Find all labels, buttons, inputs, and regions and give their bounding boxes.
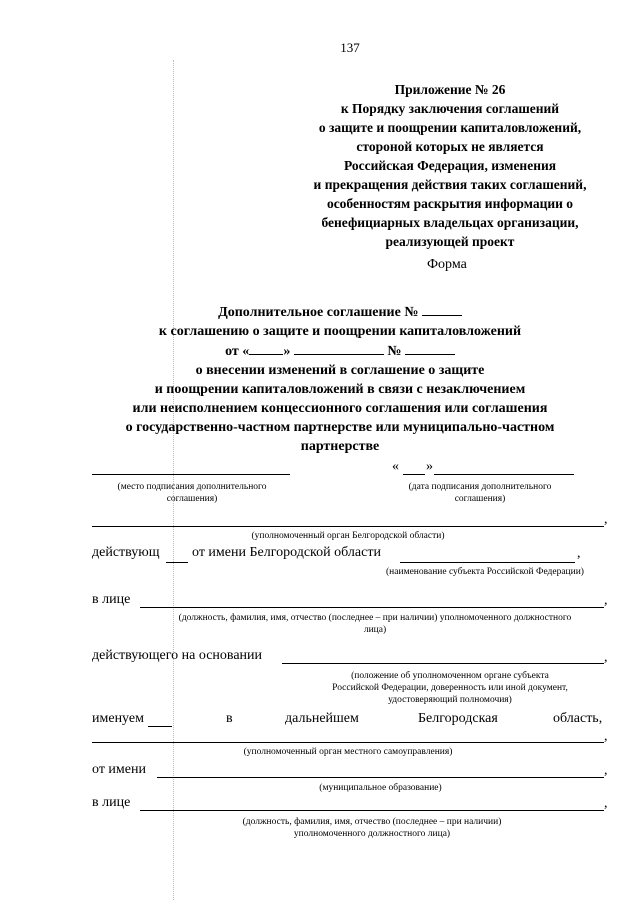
date-month-year-field[interactable] [434, 474, 574, 475]
basis-caption: (положение об уполномоченном органе субъекта Российской Федерации, доверенность или иной документ, удостоверяющий полномочия) [332, 671, 568, 705]
form-label: Форма [427, 257, 467, 272]
title-line-6: или неисполнением концессионного соглашения или соглашения [132, 401, 548, 416]
comma: , [604, 593, 608, 608]
appendix-line: реализующей проект [385, 234, 515, 249]
local-authority-field[interactable] [92, 742, 604, 743]
named-word-2: в [226, 711, 233, 726]
day-blank[interactable] [249, 341, 283, 355]
month-year-blank[interactable] [294, 341, 384, 355]
basis-prefix: действующего на основании [92, 648, 263, 663]
municipal-caption: (муниципальное образование) [319, 783, 442, 793]
local-authority-caption: (уполномоченный орган местного самоуправления) [243, 747, 453, 757]
appendix-line: о защите и поощрении капиталовложений, [318, 120, 582, 135]
appendix-line: к Порядку заключения соглашений [340, 101, 560, 116]
title-line-1: Дополнительное соглашение № [218, 305, 419, 320]
title-number-sign: № [387, 344, 402, 359]
title-line-2: к соглашению о защите и поощрении капиталовложений [158, 324, 522, 339]
title-line-8: партнерстве [300, 439, 380, 454]
appendix-line: стороной которых не является [356, 139, 544, 154]
person-prefix: в лице [92, 592, 131, 607]
date-open-quote: « [392, 459, 399, 474]
authority-caption: (уполномоченный орган Белгородской области) [251, 531, 445, 541]
named-word-4: Белгородская [418, 711, 498, 726]
date-caption: (дата подписания дополнительного соглашения) [408, 482, 552, 504]
agreement-number-blank[interactable] [422, 302, 462, 316]
appendix-line: бенефициарных владельцах организации, [321, 215, 579, 230]
place-caption: (место подписания дополнительного соглашения) [117, 482, 267, 504]
comma: , [604, 796, 608, 811]
person-caption: (должность, фамилия, имя, отчество (последнее – при наличии) уполномоченного должностного лица) [178, 613, 572, 635]
on-behalf-field[interactable] [157, 777, 604, 778]
named-word-1: именуем [92, 711, 144, 726]
title-date-open: от « [225, 344, 250, 359]
person2-field[interactable] [140, 810, 604, 811]
named-ending-field[interactable] [148, 726, 172, 727]
agreement-title [100, 302, 580, 456]
title-line-4: о внесении изменений в соглашение о защите [195, 363, 485, 378]
appendix-header [250, 80, 640, 251]
named-word-5: область, [553, 711, 603, 726]
page-number: 137 [340, 40, 360, 55]
binding-margin-mark [173, 60, 174, 900]
title-date-close: » [283, 344, 291, 359]
date-day-field[interactable] [403, 474, 425, 475]
acting-prefix: действующ [92, 545, 160, 560]
comma: , [604, 512, 608, 527]
appendix-line: Приложение № 26 [394, 82, 506, 97]
acting-extra-field[interactable] [400, 562, 575, 563]
comma: , [604, 763, 608, 778]
date-close-quote: » [426, 459, 433, 474]
appendix-line: Российская Федерация, изменения [343, 158, 557, 173]
title-line-7: о государственно-частном партнерстве или муниципально-частном [125, 420, 555, 435]
on-behalf-prefix: от имени [92, 762, 146, 777]
base-agreement-number-blank[interactable] [405, 341, 455, 355]
comma: , [604, 650, 608, 665]
person-field[interactable] [140, 607, 604, 608]
subject-caption: (наименование субъекта Российской Федерации) [386, 567, 584, 577]
place-field[interactable] [92, 474, 290, 475]
comma: , [577, 546, 581, 561]
title-line-5: и поощрении капиталовложений в связи с незаключением [154, 382, 526, 397]
appendix-line: и прекращения действия таких соглашений, [313, 177, 587, 192]
person2-prefix: в лице [92, 795, 131, 810]
acting-ending-field[interactable] [166, 562, 188, 563]
authority-field[interactable] [92, 526, 604, 527]
acting-on-behalf-text: от имени Белгородской области [192, 545, 381, 560]
named-word-3: дальнейшем [285, 711, 359, 726]
basis-field[interactable] [282, 663, 604, 664]
person2-caption: (должность, фамилия, имя, отчество (последнее – при наличии) уполномоченного должностного лица) [242, 817, 502, 839]
appendix-line: особенностям раскрытия информации о [326, 196, 574, 211]
comma: , [604, 729, 608, 744]
